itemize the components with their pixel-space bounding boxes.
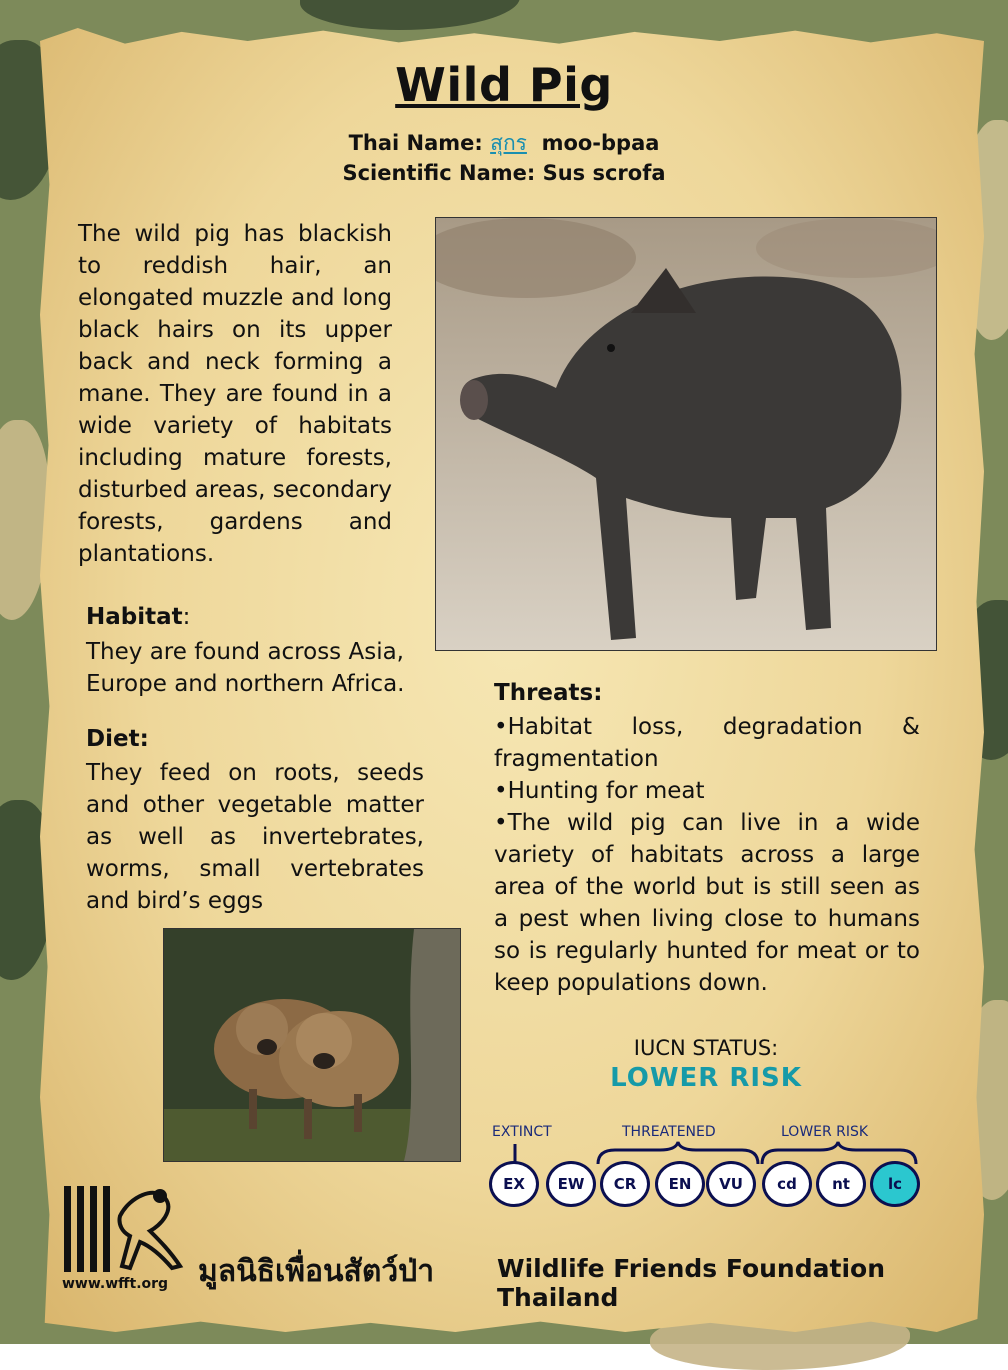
iucn-status-label: IUCN STATUS: — [633, 1036, 779, 1060]
scientific-name: Sus scrofa — [542, 161, 666, 185]
thai-name-label: Thai Name: — [348, 131, 483, 155]
diet-heading: Diet: — [86, 726, 149, 752]
page-title: Wild Pig — [395, 58, 613, 112]
iucn-group-extinct: EXTINCT — [492, 1124, 552, 1140]
iucn-cd: cd — [762, 1161, 812, 1207]
iucn-en: EN — [655, 1161, 705, 1207]
scientific-name-label: Scientific Name: — [342, 161, 536, 185]
threats-heading: Threats: — [494, 680, 603, 706]
footer-org-name: Wildlife Friends Foundation Thailand — [497, 1254, 885, 1312]
iucn-lc: lc — [870, 1161, 920, 1207]
threats-list — [494, 711, 920, 999]
thai-romanized: moo-bpaa — [541, 131, 660, 155]
threat-item: •Habitat loss, degradation & fragmentation — [494, 714, 920, 772]
habitat-heading — [86, 604, 190, 630]
habitat-heading-text: Habitat — [86, 604, 183, 630]
piglets-photo — [163, 928, 461, 1162]
iucn-group-threatened: THREATENED — [622, 1124, 716, 1140]
thai-name-line — [0, 128, 1008, 158]
threat-item: •Hunting for meat — [494, 778, 705, 804]
habitat-text: They are found across Asia, Europe and northern Africa. — [86, 639, 405, 697]
diet-text: They feed on roots, seeds and other vegetable matter as well as invertebrates, worms, small vertebrates and bird’s eggs — [86, 760, 424, 914]
iucn-ex: EX — [489, 1161, 539, 1207]
habitat-heading-colon: : — [182, 604, 191, 630]
wfft-logo-icon — [60, 1176, 190, 1274]
iucn-nt: nt — [816, 1161, 866, 1207]
wild-pig-photo — [435, 217, 937, 651]
iucn-status-value: LOWER RISK — [610, 1063, 802, 1093]
scientific-name-line — [0, 158, 1008, 188]
species-names — [0, 128, 1008, 188]
iucn-cr: CR — [600, 1161, 650, 1207]
footer-thai-name: มูลนิธิเพื่อนสัตว์ป่า — [198, 1254, 435, 1289]
iucn-vu: VU — [706, 1161, 756, 1207]
iucn-group-lower-risk: LOWER RISK — [781, 1124, 869, 1140]
thai-name-link[interactable]: สุกร — [490, 131, 527, 155]
threat-item: •The wild pig can live in a wide variety of habitats across a large area of the world but is still seen as a pest when living close to humans so is regularly hunted for meat or to keep populations down. — [494, 810, 920, 996]
intro-paragraph: The wild pig has blackish to reddish hair, an elongated muzzle and long black hairs on its upper back and neck forming a mane. They are found in a wide variety of habitats including mature forests, disturbed areas, secondary forests, gardens and plantations. — [78, 221, 392, 567]
iucn-group-brackets — [480, 1140, 940, 1166]
iucn-ew: EW — [546, 1161, 596, 1207]
footer-url[interactable]: www.wfft.org — [62, 1276, 169, 1292]
